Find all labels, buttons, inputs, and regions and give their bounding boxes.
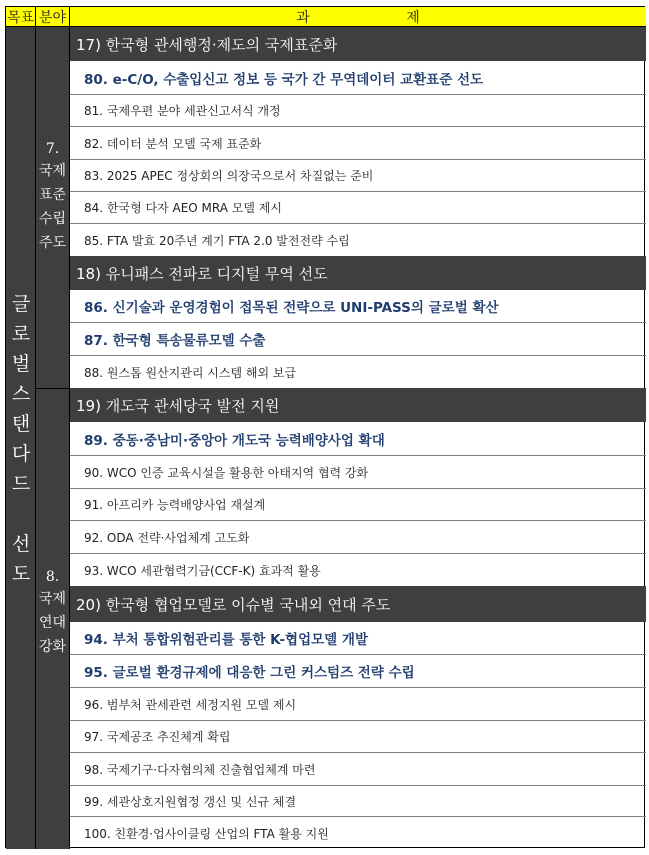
field-number: 7.: [45, 141, 60, 157]
goal-char: 글: [11, 293, 31, 315]
task-item: 97. 국제공조 추진체계 확립: [70, 721, 646, 753]
goal-char: 벌: [11, 353, 31, 375]
goal-char: 스: [11, 383, 31, 405]
task-item: 96. 범부처 관세관련 세정지원 모델 제시: [70, 688, 646, 721]
task-item: 94. 부처 통합위험관리를 통한 K-협업모델 개발: [70, 622, 646, 655]
task-item: 87. 한국형 특송물류모델 수출: [70, 323, 646, 356]
goal-char: 탠: [11, 413, 31, 435]
topic-header: 17) 한국형 관세행정·제도의 국제표준화: [70, 27, 646, 61]
task-item: 85. FTA 발효 20주년 계기 FTA 2.0 발전전략 수립: [84, 233, 350, 248]
goal-char: 드: [11, 473, 31, 495]
header-task: 과 제: [70, 7, 646, 27]
task-item: 92. ODA 전략·사업체계 고도화: [70, 521, 646, 554]
goal-char: 도: [11, 563, 31, 585]
task-item: 81. 국제우편 분야 세관신고서식 개정: [70, 95, 646, 127]
field-standard: [36, 27, 70, 388]
task-item: 84. 한국형 다자 AEO MRA 모델 제시: [70, 192, 646, 224]
topic-header: 19) 개도국 관세당국 발전 지원: [70, 388, 646, 422]
task-item: 89. 중동·중남미·중앙아 개도국 능력배양사업 확대: [70, 422, 646, 456]
topic-header: 20) 한국형 협업모델로 이슈별 국내외 연대 주도: [70, 586, 646, 622]
task-item: 80. e-C/O, 수출입신고 정보 등 국가 간 무역데이터 교환표준 선도: [70, 61, 646, 95]
task-item: 100. 친환경·업사이클링 산업의 FTA 활용 지원: [84, 826, 329, 841]
task-item: 88. 원스톱 원산지관리 시스템 해외 보급: [84, 365, 297, 380]
field-number: 8.: [45, 569, 60, 585]
task-item: 99. 세관상호지원협정 갱신 및 신규 체결: [70, 786, 646, 817]
task-item: 83. 2025 APEC 정상회의 의장국으로서 차질없는 준비: [70, 160, 646, 192]
field-name: 국제 표준 수립 주도: [38, 163, 67, 251]
header-field: 분야: [36, 7, 70, 27]
strategy-table: [5, 6, 645, 848]
topic-header: 18) 유니패스 전파로 디지털 무역 선도: [70, 256, 646, 290]
goal-char: 선: [11, 533, 31, 555]
task-item: 91. 아프리카 능력배양사업 재설계: [70, 489, 646, 521]
field-solidarity: [36, 388, 70, 849]
task-item: 86. 신기술과 운영경험이 접목된 전략으로 UNI-PASS의 글로벌 확산: [70, 290, 646, 323]
task-item: 90. WCO 인증 교육시설을 활용한 아태지역 협력 강화: [70, 456, 646, 489]
task-item: 82. 데이터 분석 모델 국제 표준화: [70, 127, 646, 160]
field-name: 국제 연대 강화: [38, 591, 67, 655]
goal-column: [6, 27, 36, 849]
goal-char: 다: [11, 443, 31, 465]
goal-label: [6, 289, 36, 589]
goal-char: 로: [11, 323, 31, 345]
task-item: 95. 글로벌 환경규제에 대응한 그린 커스텀즈 전략 수립: [70, 655, 646, 688]
task-item: 98. 국제기구·다자협의체 진출협업체계 마련: [70, 753, 646, 786]
header-goal: 목표: [6, 7, 36, 27]
task-item: 93. WCO 세관협력기금(CCF-K) 효과적 활용: [84, 563, 321, 578]
